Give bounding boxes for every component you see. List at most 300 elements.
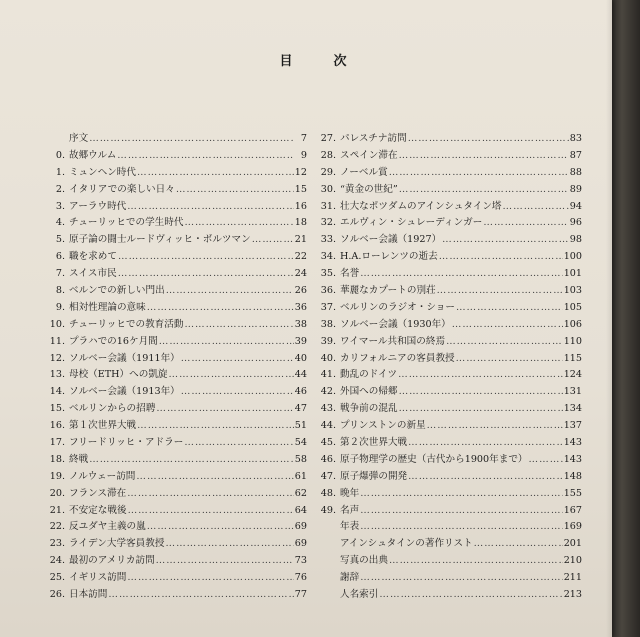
toc-entry-page: 101 (563, 268, 582, 280)
toc-entry-page: 64 (294, 504, 307, 516)
toc-entry-number: 15 (49, 403, 62, 415)
toc-entry-separator: . (62, 589, 66, 601)
toc-entry-number: 3 (55, 200, 62, 212)
toc-entry-page: 38 (294, 318, 307, 330)
toc-entry-separator: . (333, 149, 337, 161)
toc-entry-page: 124 (563, 369, 582, 381)
toc-entry (47, 384, 307, 401)
toc-entry-number: 11 (49, 335, 62, 347)
toc-entry-number: 48 (320, 487, 333, 499)
toc-dot-leader (147, 300, 294, 317)
toc-entry-title: アインシュタインの著作リスト (340, 538, 473, 550)
toc-entry-number: 30 (320, 183, 333, 195)
toc-entry-separator: . (333, 369, 337, 381)
toc-dot-leader (503, 199, 569, 216)
toc-entry-page: 39 (294, 335, 307, 347)
toc-entry-title: ソルベー会議（1927） (340, 234, 442, 246)
toc-entry-separator: . (62, 149, 66, 161)
toc-entry-page: 18 (294, 217, 307, 229)
toc-dot-leader (456, 351, 563, 368)
toc-entry (47, 435, 307, 452)
toc-dot-leader (439, 249, 563, 266)
toc-entry-page: 15 (294, 183, 307, 195)
toc-dot-leader (399, 384, 563, 401)
toc-entry (318, 283, 582, 300)
toc-dot-leader (176, 182, 294, 199)
toc-entry-page: 83 (569, 133, 582, 144)
toc-entry-number: 28 (320, 149, 333, 161)
toc-entry-separator: . (62, 301, 66, 313)
toc-entry-number: 20 (49, 487, 62, 499)
toc-entry (318, 384, 582, 401)
toc-entry-number: 12 (49, 352, 62, 364)
toc-entry (47, 283, 307, 300)
toc-entry-page: 201 (563, 538, 582, 550)
toc-dot-leader (117, 148, 294, 165)
toc-dot-leader (408, 469, 563, 486)
toc-entry (47, 401, 307, 418)
toc-entry-title: カリフォルニアの客員教授 (340, 352, 455, 364)
toc-entry-separator: . (62, 183, 66, 195)
toc-dot-leader (137, 165, 294, 182)
toc-entry-separator: . (62, 285, 66, 297)
toc-entry-separator: . (62, 318, 66, 330)
toc-dot-leader (529, 452, 563, 469)
toc-entry-title: 不安定な戦後 (69, 504, 127, 516)
toc-entry (47, 553, 307, 570)
toc-entry-title: 華麗なカプートの別荘 (340, 285, 436, 297)
toc-entry-number: 37 (320, 301, 333, 313)
toc-entry-title: アーラウ時代 (69, 200, 127, 212)
toc-dot-leader (389, 165, 569, 182)
toc-entry-page: 69 (294, 538, 307, 550)
toc-entry-separator: . (333, 318, 337, 330)
toc-entry-title: ワイマール共和国の終焉 (340, 335, 446, 347)
toc-entry-number: 7 (55, 268, 62, 280)
toc-entry-title: パレスチナ訪問 (340, 133, 407, 144)
toc-entry-title: 人名索引 (340, 589, 379, 601)
toc-entry (318, 519, 582, 536)
toc-entry-title: 反ユダヤ主義の嵐 (69, 521, 146, 533)
toc-entry (47, 249, 307, 266)
toc-dot-leader (166, 283, 294, 300)
toc-entry-separator: . (62, 555, 66, 567)
toc-entry-separator: . (62, 166, 66, 178)
toc-entry-page: 26 (294, 285, 307, 297)
toc-entry-separator: . (62, 487, 66, 499)
toc-entry (318, 249, 582, 266)
toc-entry-page: 115 (563, 352, 582, 364)
toc-entry-page: 62 (294, 487, 307, 499)
toc-entry-number: 25 (49, 572, 62, 584)
toc-entry-separator: . (333, 234, 337, 246)
toc-entry-number: 35 (320, 268, 333, 280)
toc-entry-title: 外国への帰郷 (340, 386, 398, 398)
toc-entry-page: 24 (294, 268, 307, 280)
toc-entry (318, 165, 582, 182)
toc-entry-number: 9 (55, 301, 62, 313)
toc-entry (47, 199, 307, 216)
toc-entry (47, 519, 307, 536)
toc-dot-leader (127, 486, 294, 503)
toc-entry-title: 原子物理学の歴史（古代から1900年まで） (340, 453, 528, 465)
toc-entry-separator: . (333, 251, 337, 263)
toc-entry-page: 73 (294, 555, 307, 567)
toc-entry-title: イタリアでの楽しい日々 (69, 183, 175, 195)
toc-dot-leader (159, 334, 294, 351)
toc-dot-leader (456, 300, 563, 317)
toc-dot-leader (184, 317, 293, 334)
toc-entry-title: 名誉 (340, 268, 360, 280)
toc-entry-separator: . (333, 217, 337, 229)
toc-entry-number: 5 (55, 234, 62, 246)
toc-entry-title: 序文 (69, 133, 89, 144)
toc-entry-number: 42 (320, 386, 333, 398)
toc-dot-leader (452, 317, 563, 334)
toc-entry-page: 58 (294, 453, 307, 465)
toc-entry (318, 148, 582, 165)
toc-entry-page: 110 (563, 335, 582, 347)
toc-entry (318, 401, 582, 418)
toc-entry-title: 終戦 (69, 453, 89, 465)
toc-entry-page: 148 (563, 470, 582, 482)
toc-entry-page: 106 (563, 318, 582, 330)
toc-entry-number: 45 (320, 437, 333, 449)
toc-entry-separator: . (333, 504, 337, 516)
toc-dot-leader (156, 401, 293, 418)
toc-dot-leader (89, 452, 294, 469)
toc-entry-number: 22 (49, 521, 62, 533)
toc-entry-title: 第２次世界大戦 (340, 437, 408, 449)
toc-entry-number: 21 (49, 504, 62, 516)
toc-dot-leader (89, 131, 294, 148)
toc-entry-title: 晩年 (340, 487, 360, 499)
toc-entry (318, 334, 582, 351)
toc-entry-page: 69 (294, 521, 307, 533)
toc-entry-title: イギリス訪問 (69, 572, 127, 584)
toc-entry-page: 134 (563, 403, 582, 415)
toc-entry-page: 210 (563, 555, 582, 567)
toc-dot-leader (360, 519, 563, 536)
toc-entry-number: 36 (320, 285, 333, 297)
toc-entry-title: ベルンでの新しい門出 (69, 285, 165, 297)
toc-entry-separator: . (62, 386, 66, 398)
toc-entry-number: 6 (55, 251, 62, 263)
toc-entry (318, 199, 582, 216)
toc-entry (47, 587, 307, 604)
toc-entry-separator: . (62, 369, 66, 381)
toc-entry-number: 17 (49, 437, 62, 449)
toc-entry (47, 452, 307, 469)
toc-entry (318, 570, 582, 587)
toc-entry-number: 38 (320, 318, 333, 330)
toc-entry-separator: . (333, 470, 337, 482)
toc-entry-title: ソルベー会議（1913年） (69, 386, 180, 398)
toc-entry-page: 137 (563, 420, 582, 432)
toc-dot-leader (360, 570, 563, 587)
toc-entry-number: 0 (55, 149, 62, 161)
toc-entry-title: 壮大なポツダムのアインシュタイン塔 (340, 200, 502, 212)
toc-entry (47, 570, 307, 587)
toc-entry-separator: . (333, 487, 337, 499)
toc-entry (318, 351, 582, 368)
toc-entry-page: 51 (294, 420, 307, 432)
toc-entry (318, 486, 582, 503)
toc-entry (318, 536, 582, 553)
toc-entry-separator: . (62, 234, 66, 246)
toc-entry-separator: . (62, 538, 66, 550)
toc-entry-separator: . (333, 301, 337, 313)
toc-dot-leader (137, 418, 294, 435)
toc-entry-page: 211 (563, 572, 582, 584)
toc-entry (47, 317, 307, 334)
toc-entry (47, 215, 307, 232)
toc-entry (318, 587, 582, 604)
toc-entry (47, 232, 307, 249)
toc-entry (47, 367, 307, 384)
toc-entry (47, 334, 307, 351)
toc-entry-separator: . (62, 200, 66, 212)
toc-entry-title: “黄金の世紀” (340, 183, 398, 195)
toc-entry-number: 4 (55, 217, 62, 229)
toc-entry-page: 100 (563, 251, 582, 263)
toc-entry-title: 年表 (340, 521, 360, 533)
toc-dot-leader (360, 486, 563, 503)
toc-dot-leader (399, 148, 569, 165)
toc-entry-separator: . (333, 352, 337, 364)
toc-entry (318, 503, 582, 520)
toc-dot-leader (136, 469, 293, 486)
toc-entry-separator: . (333, 268, 337, 280)
toc-entry-number: 23 (49, 538, 62, 550)
toc-entry-separator: . (62, 420, 66, 432)
toc-entry-separator: . (333, 386, 337, 398)
toc-entry (318, 553, 582, 570)
toc-entry (47, 536, 307, 553)
toc-entry-title: フリードリッヒ・アドラー (69, 437, 184, 449)
toc-entry-number: 18 (49, 453, 62, 465)
toc-entry (47, 148, 307, 165)
toc-entry-separator: . (62, 470, 66, 482)
toc-entry-title: 原子爆弾の開発 (340, 470, 408, 482)
toc-left-column (47, 131, 307, 604)
toc-entry-separator: . (62, 335, 66, 347)
toc-entry (47, 469, 307, 486)
toc-entry-page: 77 (294, 589, 307, 601)
toc-entry-number: 33 (320, 234, 333, 246)
toc-entry-title: フランス滞在 (69, 487, 127, 499)
toc-entry-page: 9 (300, 149, 307, 161)
toc-entry-number: 8 (55, 285, 62, 297)
toc-entry-title: H.A.ローレンツの逝去 (340, 251, 438, 263)
toc-entry-number: 10 (49, 318, 62, 330)
toc-entry-title: ノーベル賞 (340, 166, 388, 178)
toc-entry-title: 故郷ウルム (69, 149, 117, 161)
toc-entry-title: スペイン滞在 (340, 149, 398, 161)
toc-entry (47, 418, 307, 435)
toc-entry-separator: . (333, 420, 337, 432)
toc-dot-leader (379, 587, 562, 604)
toc-entry-title: 戦争前の混乱 (340, 403, 398, 415)
toc-heading: 目 次 (279, 54, 361, 69)
toc-entry-number: 2 (55, 183, 62, 195)
toc-entry (318, 182, 582, 199)
toc-entry-page: 94 (569, 200, 582, 212)
toc-entry-title: 最初のアメリカ訪問 (69, 555, 155, 567)
toc-entry-title: 名声 (340, 504, 360, 516)
toc-entry (318, 367, 582, 384)
toc-dot-leader (147, 519, 294, 536)
toc-entry-title: 日本訪問 (69, 589, 108, 601)
toc-entry-separator: . (62, 504, 66, 516)
toc-entry-page: 16 (294, 200, 307, 212)
toc-entry-number: 47 (320, 470, 333, 482)
toc-entry-separator: . (62, 403, 66, 415)
toc-dot-leader (399, 182, 569, 199)
toc-dot-leader (437, 283, 563, 300)
toc-right-column (318, 131, 582, 604)
toc-entry (47, 266, 307, 283)
toc-entry-title: ベルリンのラジオ・ショー (340, 301, 455, 313)
toc-entry-number: 43 (320, 403, 333, 415)
toc-entry-number: 32 (320, 217, 333, 229)
toc-entry-page: 105 (563, 301, 582, 313)
toc-entry-title: ソルベー会議（1930年） (340, 318, 451, 330)
toc-entry-page: 46 (294, 386, 307, 398)
toc-entry-title: プラハでの16ケ月間 (69, 335, 158, 347)
toc-entry-page: 47 (294, 403, 307, 415)
toc-entry (318, 469, 582, 486)
toc-dot-leader (184, 215, 293, 232)
toc-entry-number: 19 (49, 470, 62, 482)
toc-entry-separator: . (333, 200, 337, 212)
toc-entry (318, 215, 582, 232)
toc-entry-number: 1 (55, 166, 62, 178)
toc-entry-separator: . (333, 133, 337, 144)
toc-entry-page: 98 (569, 234, 582, 246)
toc-entry-page: 131 (563, 386, 582, 398)
toc-dot-leader (427, 418, 563, 435)
toc-entry-number: 49 (320, 504, 333, 516)
toc-entry-number: 24 (49, 555, 62, 567)
toc-entry (47, 300, 307, 317)
toc-entry-page: 88 (569, 166, 582, 178)
toc-entry-separator: . (62, 521, 66, 533)
toc-entry-title: 第１次世界大戦 (69, 420, 137, 432)
toc-entry-number: 16 (49, 420, 62, 432)
toc-entry-number: 31 (320, 200, 333, 212)
book-spine-edge (610, 0, 640, 637)
toc-dot-leader (408, 131, 569, 148)
toc-entry-number: 34 (320, 251, 333, 263)
toc-dot-leader (483, 215, 568, 232)
toc-entry-page: 155 (563, 487, 582, 499)
toc-entry-title: チューリッヒでの学生時代 (69, 217, 184, 229)
toc-dot-leader (118, 249, 294, 266)
toc-entry-number: 39 (320, 335, 333, 347)
toc-entry (318, 435, 582, 452)
toc-entry-separator: . (62, 268, 66, 280)
toc-entry-separator: . (333, 403, 337, 415)
toc-entry-separator: . (62, 352, 66, 364)
toc-dot-leader (408, 435, 563, 452)
toc-entry-separator: . (62, 453, 66, 465)
toc-entry-page: 7 (300, 133, 307, 144)
toc-entry-page: 213 (563, 589, 582, 601)
toc-dot-leader (184, 435, 293, 452)
toc-entry-page: 44 (294, 369, 307, 381)
toc-entry-title: ライデン大学客員教授 (69, 538, 165, 550)
toc-entry-title: ベルリンからの招聘 (69, 403, 156, 415)
toc-entry-title: ノルウェー訪問 (69, 470, 136, 482)
toc-entry-page: 54 (294, 437, 307, 449)
toc-dot-leader (399, 401, 563, 418)
toc-entry-title: プリンストンの新星 (340, 420, 426, 432)
toc-dot-leader (127, 570, 293, 587)
toc-dot-leader (360, 503, 563, 520)
toc-entry (318, 232, 582, 249)
toc-entry-number: 13 (49, 369, 62, 381)
toc-entry-separator: . (333, 453, 337, 465)
toc-dot-leader (398, 367, 563, 384)
toc-entry-title: エルヴィン・シュレーディンガー (340, 217, 483, 229)
toc-entry-page: 40 (294, 352, 307, 364)
toc-entry (318, 418, 582, 435)
toc-entry-title: 写真の出典 (340, 555, 388, 567)
toc-entry-page: 12 (294, 166, 307, 178)
toc-dot-leader (165, 536, 293, 553)
toc-entry-number: 44 (320, 420, 333, 432)
toc-entry-number: 26 (49, 589, 62, 601)
toc-dot-leader (360, 266, 563, 283)
toc-entry (318, 317, 582, 334)
toc-entry-separator: . (62, 251, 66, 263)
toc-entry-number: 29 (320, 166, 333, 178)
toc-entry (47, 182, 307, 199)
toc-entry-separator: . (62, 437, 66, 449)
toc-dot-leader (181, 384, 294, 401)
toc-dot-leader (252, 232, 294, 249)
toc-entry-separator: . (333, 437, 337, 449)
toc-entry-number: 14 (49, 386, 62, 398)
toc-entry-number: 46 (320, 453, 333, 465)
toc-entry-page: 89 (569, 183, 582, 195)
toc-dot-leader (118, 266, 294, 283)
toc-entry (318, 266, 582, 283)
toc-entry-separator: . (62, 217, 66, 229)
toc-entry-separator: . (333, 166, 337, 178)
toc-dot-leader (108, 587, 293, 604)
toc-entry (47, 131, 307, 148)
toc-entry-page: 96 (569, 217, 582, 229)
toc-entry-title: ソルベー会議（1911年） (69, 352, 180, 364)
toc-dot-leader (442, 232, 569, 249)
toc-dot-leader (156, 553, 294, 570)
toc-entry-title: 相対性理論の意味 (69, 301, 146, 313)
toc-entry-page: 76 (294, 572, 307, 584)
toc-entry-page: 36 (294, 301, 307, 313)
toc-entry (47, 351, 307, 368)
toc-dot-leader (446, 334, 563, 351)
toc-entry (47, 165, 307, 182)
toc-entry-page: 143 (563, 437, 582, 449)
toc-entry (47, 486, 307, 503)
toc-entry-page: 143 (563, 453, 582, 465)
toc-entry-page: 169 (563, 521, 582, 533)
toc-entry-title: 謝辞 (340, 572, 360, 584)
toc-entry-page: 167 (563, 504, 582, 516)
toc-entry-separator: . (333, 285, 337, 297)
